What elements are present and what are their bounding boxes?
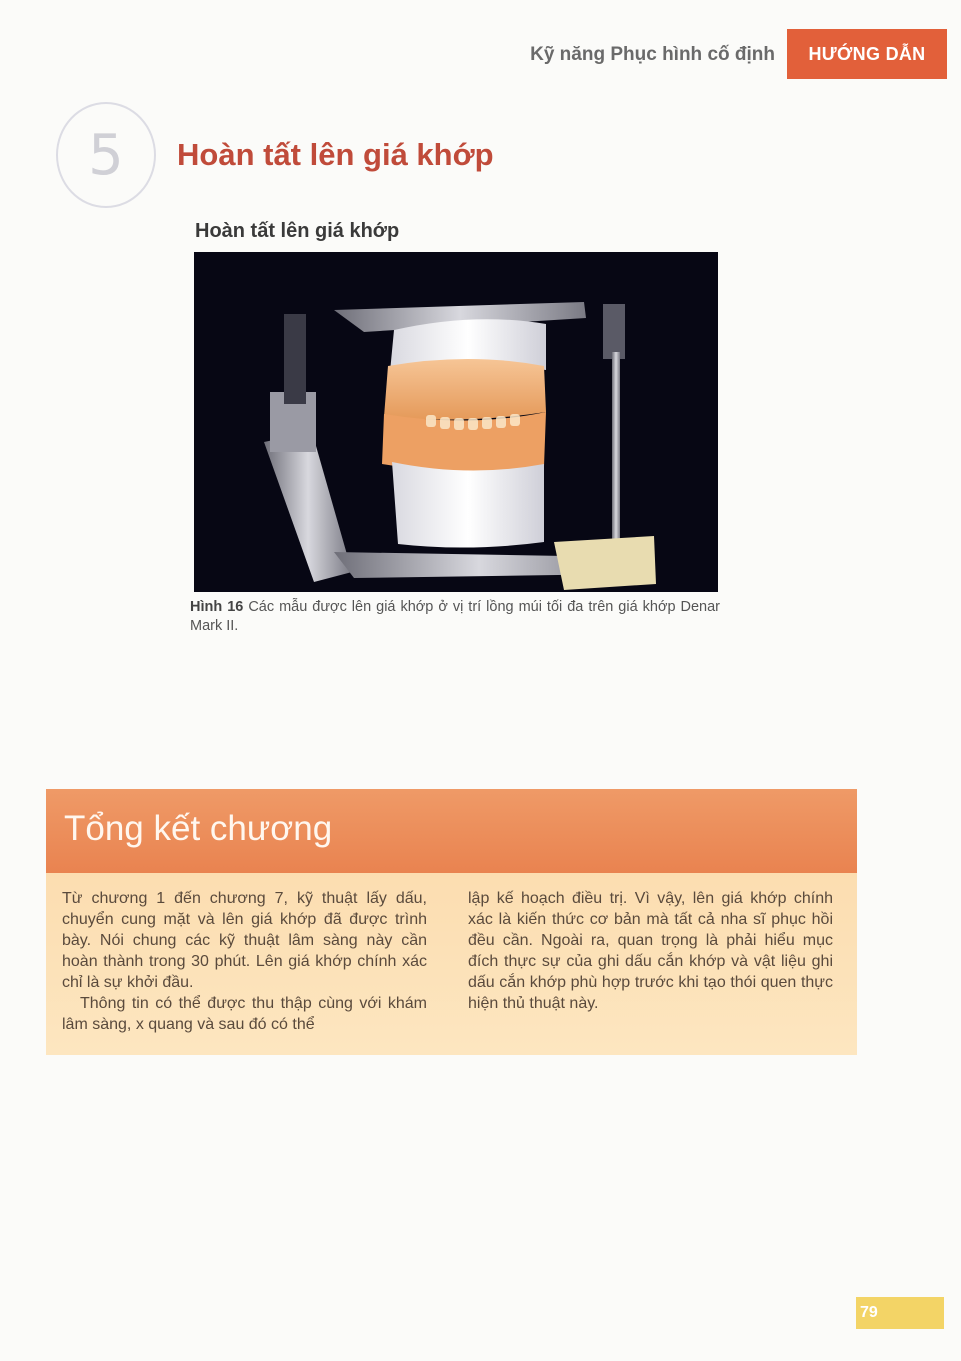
articulator-photo <box>194 252 718 592</box>
figure-caption-label: Hình 16 <box>190 599 244 615</box>
section-number-circle: 5 <box>56 102 156 208</box>
summary-paragraph: lập kế hoạch điều trị. Vì vậy, lên giá khớp chính xác là kiến thức cơ bản mà tất cả nha sĩ phục hồi đều cần. Ngoài ra, quan trọng là phải hiểu mục đích thực sự của ghi dấu cắn khớp và vật liệu ghi dấu cắn khớp phù hợp trước khi tạo thói quen thực hiện thủ thuật này. <box>468 890 833 1012</box>
articulator-illustration <box>194 252 718 592</box>
running-header-title: Kỹ năng Phục hình cố định <box>530 44 775 65</box>
chapter-summary-header <box>46 789 857 873</box>
upper-stone-cast <box>384 359 546 420</box>
incisal-pin <box>612 352 620 552</box>
figure-caption <box>190 598 720 636</box>
summary-paragraph: Thông tin có thể được thu thập cùng với khám lâm sàng, x quang và sau đó có thể <box>62 995 427 1033</box>
figure-heading: Hoàn tất lên giá khớp <box>195 220 400 242</box>
incisal-table <box>554 536 656 590</box>
summary-column-left <box>62 888 427 1035</box>
chapter-summary-title: Tổng kết chương <box>64 809 333 848</box>
chapter-summary-box <box>46 789 857 1055</box>
lower-plaster-mount <box>392 462 544 548</box>
lower-stone-cast <box>382 412 546 472</box>
figure-caption-text: Các mẫu được lên giá khớp ở vị trí lồng múi tối đa trên giá khớp Denar Mark II. <box>190 599 721 634</box>
summary-paragraph: Từ chương 1 đến chương 7, kỹ thuật lấy dấu, chuyển cung mặt và lên giá khớp đã được trình bày. Nói chung các kỹ thuật lâm sàng này cần hoàn thành trong 30 phút. Lên giá khớp chính xác chỉ là sự khởi đầu. <box>62 890 427 991</box>
summary-column-right <box>468 888 833 1014</box>
section-title: Hoàn tất lên giá khớp <box>177 137 494 172</box>
page-number: 79 <box>856 1297 944 1329</box>
header-tag: HƯỚNG DẪN <box>787 29 947 79</box>
